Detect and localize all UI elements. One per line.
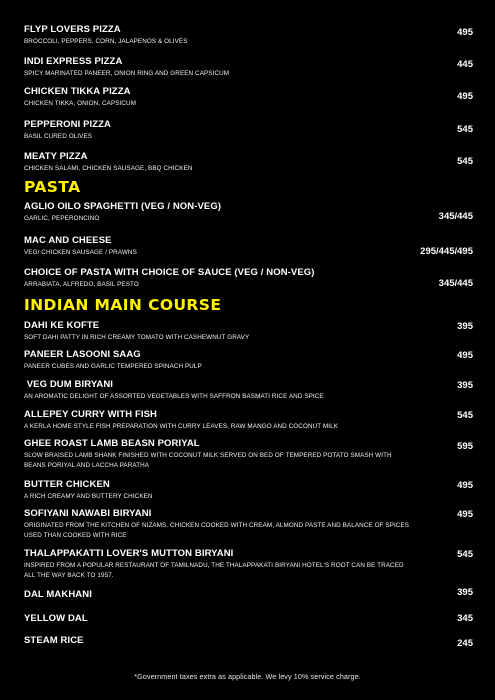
menu-item-butter-chicken bbox=[24, 479, 473, 502]
item-price: 545 bbox=[457, 124, 473, 135]
section-heading-pasta: PASTA bbox=[24, 178, 81, 196]
menu-item-choice-of-pasta bbox=[24, 267, 473, 290]
menu-item-sofiyani-nawabi-biryani bbox=[24, 508, 473, 541]
item-price: 245 bbox=[457, 638, 473, 649]
item-price: 545 bbox=[457, 156, 473, 167]
menu-item-steam-rice bbox=[24, 635, 473, 647]
item-description: PANEER CUBES AND GARLIC TEMPERED SPINACH PULP bbox=[24, 363, 202, 370]
item-price: 495 bbox=[457, 480, 473, 491]
menu-item-allepey-curry-with-fish bbox=[24, 409, 473, 432]
item-description: A KERLA HOME STYLE FISH PREPARATION WITH CURRY LEAVES, RAW MANGO AND COCONUT MILK bbox=[24, 423, 339, 430]
item-name: DAHI KE KOFTE bbox=[24, 320, 100, 331]
menu-item-ghee-roast-lamb bbox=[24, 438, 473, 471]
menu-item-dahi-ke-kofte bbox=[24, 320, 473, 343]
item-name: ALLEPEY CURRY WITH FISH bbox=[24, 409, 158, 420]
item-description: ARRABIATA, ALFREDO, BASIL PESTO bbox=[24, 281, 139, 288]
item-description: GARLIC, PEPERONCINO bbox=[24, 215, 100, 222]
item-description: A RICH CREAMY AND BUTTERY CHICKEN bbox=[24, 493, 153, 500]
menu-item-aglio-oilo-spaghetti bbox=[24, 201, 473, 224]
item-description: AN AROMATIC DELIGHT OF ASSORTED VEGETABLES WITH SAFFRON BASMATI RICE AND SPICE bbox=[24, 393, 324, 400]
item-description: BROCCOLI, PEPPERS, CORN, JALAPENOS & OLIVES bbox=[24, 38, 188, 45]
item-name: DAL MAKHANI bbox=[24, 589, 92, 600]
item-description: VEG/ CHICKEN SAUSAGE / PRAWNS bbox=[24, 249, 137, 256]
section-heading-indian-main-course: INDIAN MAIN COURSE bbox=[24, 296, 222, 314]
item-name: CHOICE OF PASTA WITH CHOICE OF SAUCE (VEG / NON-VEG) bbox=[24, 267, 315, 278]
item-description: SPICY MARINATED PANEER, ONION RING AND GREEN CAPSICUM bbox=[24, 70, 230, 77]
item-name: STEAM RICE bbox=[24, 635, 84, 646]
item-name: THALAPPAKATTI LOVER'S MUTTON BIRYANI bbox=[24, 548, 234, 559]
menu-item-thalappakatti-mutton-biryani bbox=[24, 548, 473, 581]
item-name: MAC AND CHEESE bbox=[24, 235, 112, 246]
item-price: 345/445 bbox=[438, 278, 473, 289]
item-description: SOFT DAHI PATTY IN RICH CREAMY TOMATO WITH CASHEWNUT GRAVY bbox=[24, 334, 250, 341]
item-price: 495 bbox=[457, 91, 473, 102]
item-price: 345/445 bbox=[438, 211, 473, 222]
item-name: CHICKEN TIKKA PIZZA bbox=[24, 86, 131, 97]
item-name: AGLIO OILO SPAGHETTI (VEG / NON-VEG) bbox=[24, 201, 222, 212]
item-price: 345 bbox=[457, 613, 473, 624]
menu-item-yellow-dal bbox=[24, 612, 473, 625]
item-description: CHICKEN TIKKA, ONION, CAPSICUM bbox=[24, 100, 137, 107]
item-description: INSPIRED FROM A POPULAR RESTAURANT OF TAMILNADU, THE THALAPPAKATI BIRYANI HOTEL'S ROOT CAN BE TRACED ALL THE WAY BACK TO 1957. bbox=[24, 562, 404, 579]
menu-item-indi-express-pizza bbox=[24, 56, 473, 79]
item-description: ORIGINATED FROM THE KITCHEN OF NIZAMS. CHICKEN COOKED WITH CREAM, ALMOND PASTE AND BALANCE OF SPICES USED THAN COOKED WITH RICE bbox=[24, 522, 410, 539]
item-price: 495 bbox=[457, 509, 473, 520]
item-price: 495 bbox=[457, 27, 473, 38]
item-name: GHEE ROAST LAMB BEASN PORIYAL bbox=[24, 438, 200, 449]
menu-item-dal-makhani bbox=[24, 588, 473, 601]
item-name: YELLOW DAL bbox=[24, 613, 88, 624]
tax-footnote: *Government taxes extra as applicable. We levy 10% service charge. bbox=[134, 672, 361, 681]
item-name: FLYP LOVERS PIZZA bbox=[24, 24, 121, 35]
menu-item-veg-dum-biryani bbox=[24, 379, 473, 402]
item-name: PANEER LASOONI SAAG bbox=[24, 349, 141, 360]
item-price: 445 bbox=[457, 59, 473, 70]
menu-item-pepperoni-pizza bbox=[24, 119, 473, 142]
item-price: 595 bbox=[457, 441, 473, 452]
item-price: 495 bbox=[457, 350, 473, 361]
item-price: 395 bbox=[457, 587, 473, 598]
item-description: BASIL CURED OLIVES bbox=[24, 133, 93, 140]
item-price: 545 bbox=[457, 549, 473, 560]
item-price: 295/445/495 bbox=[420, 246, 473, 257]
item-name: PEPPERONI PIZZA bbox=[24, 119, 112, 130]
item-name: VEG DUM BIRYANI bbox=[24, 379, 114, 390]
item-name: SOFIYANI NAWABI BIRYANI bbox=[24, 508, 152, 519]
item-price: 395 bbox=[457, 321, 473, 332]
menu-item-flyp-lovers-pizza bbox=[24, 24, 473, 47]
menu-item-chicken-tikka-pizza bbox=[24, 86, 473, 109]
item-price: 395 bbox=[457, 380, 473, 391]
menu-item-paneer-lasooni-saag bbox=[24, 349, 473, 372]
item-description: CHICKEN SALAMI, CHICKEN SAUSAGE, BBQ CHICKEN bbox=[24, 165, 193, 172]
item-name: MEATY PIZZA bbox=[24, 151, 88, 162]
item-name: INDI EXPRESS PIZZA bbox=[24, 56, 123, 67]
item-price: 545 bbox=[457, 410, 473, 421]
item-name: BUTTER CHICKEN bbox=[24, 479, 110, 490]
menu-item-mac-and-cheese bbox=[24, 235, 473, 258]
item-description: SLOW BRAISED LAMB SHANK FINISHED WITH COCONUT MILK SERVED ON BED OF TEMPERED POTATO SMASH WITH BEANS PORIYAL AND LACCHA PARATHA bbox=[24, 452, 392, 469]
menu-item-meaty-pizza bbox=[24, 151, 473, 174]
